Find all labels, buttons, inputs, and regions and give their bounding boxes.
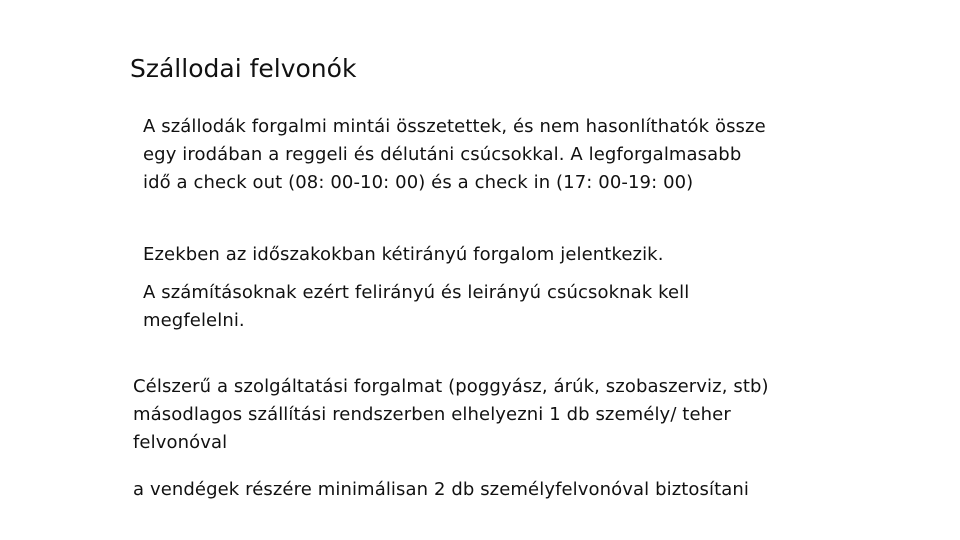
text-line: idő a check out (08: 00-10: 00) és a check in (17: 00-19: 00) — [143, 172, 694, 193]
paragraph-guest-elevators — [133, 476, 749, 504]
text-line: Célszerű a szolgáltatási forgalmat (poggyász, árúk, szobaszerviz, stb) — [133, 376, 769, 397]
paragraph-traffic-patterns — [143, 113, 766, 197]
text-line: A szállodák forgalmi mintái összetettek, és nem hasonlíthatók össze — [143, 116, 766, 137]
text-line: Ezekben az időszakokban kétirányú forgalom jelentkezik. — [143, 244, 664, 265]
text-line: felvonóval — [133, 432, 228, 453]
paragraph-service-traffic — [133, 373, 769, 457]
text-line: megfelelni. — [143, 310, 245, 331]
text-line: egy irodában a reggeli és délutáni csúcsokkal. A legforgalmasabb — [143, 144, 742, 165]
text-line: a vendégek részére minimálisan 2 db személyfelvonóval biztosítani — [133, 479, 749, 500]
paragraph-calculations — [143, 279, 689, 335]
text-line: másodlagos szállítási rendszerben elhelyezni 1 db személy/ teher — [133, 404, 731, 425]
paragraph-bidirectional-traffic — [143, 241, 664, 269]
text-line: A számításoknak ezért felirányú és leirányú csúcsoknak kell — [143, 282, 690, 303]
slide-title: Szállodai felvonók — [130, 54, 357, 83]
